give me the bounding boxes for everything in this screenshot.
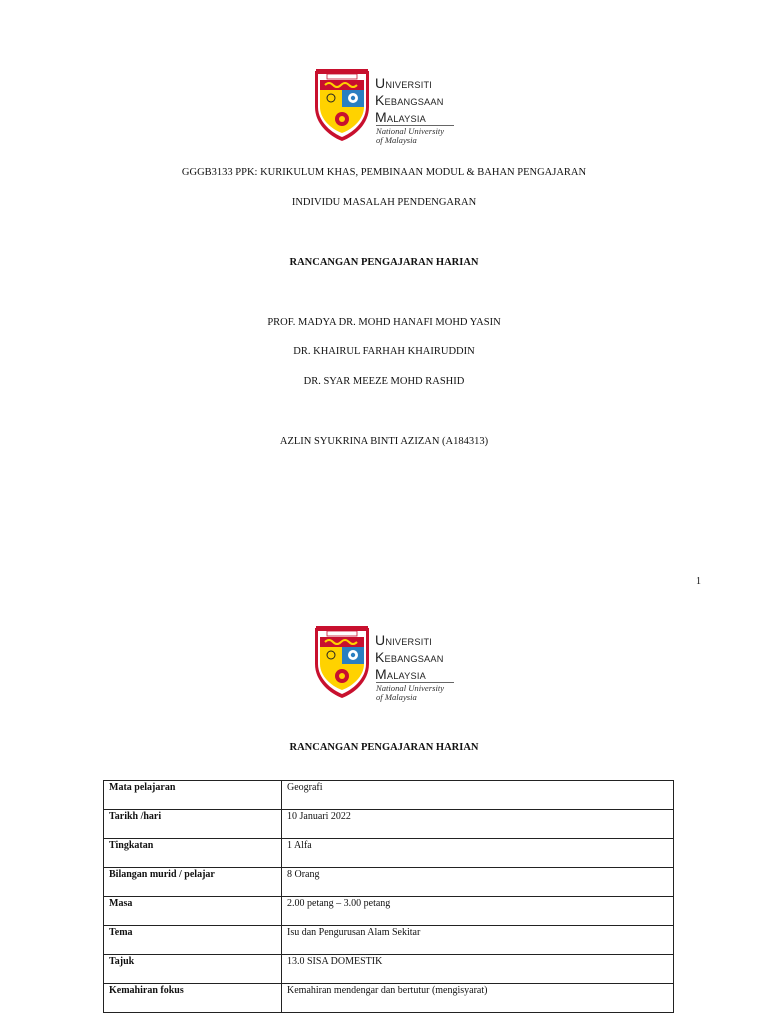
university-english-name: National University of Malaysia: [376, 126, 445, 145]
row-value: 10 Januari 2022: [282, 810, 674, 839]
student-name: AZLIN SYUKRINA BINTI AZIZAN (A184313): [279, 436, 489, 447]
ukm-logo: [313, 626, 463, 706]
page-number: 1: [696, 576, 701, 587]
table-row: [104, 868, 674, 897]
row-value: Isu dan Pengurusan Alam Sekitar: [282, 926, 674, 955]
row-label: Kemahiran fokus: [104, 984, 282, 1013]
table-row: [104, 781, 674, 810]
row-label: Tema: [104, 926, 282, 955]
ukm-crest-icon: [313, 69, 371, 143]
ukm-crest-icon: [313, 626, 371, 700]
lesson-plan-page: [0, 600, 768, 1024]
table-row: [104, 810, 674, 839]
row-label: Tarikh /hari: [104, 810, 282, 839]
plan-title: RANCANGAN PENGAJARAN HARIAN: [289, 742, 479, 753]
university-name: UNIVERSITI KEBANGSAAN MALAYSIA: [375, 632, 444, 682]
lecturer-name: DR. KHAIRUL FARHAH KHAIRUDDIN: [293, 346, 475, 357]
row-label: Tajuk: [104, 955, 282, 984]
row-label: Tingkatan: [104, 839, 282, 868]
row-value: 2.00 petang – 3.00 petang: [282, 897, 674, 926]
table-row: [104, 955, 674, 984]
lesson-plan-table: [103, 780, 674, 1013]
university-name: UNIVERSITI KEBANGSAAN MALAYSIA: [375, 75, 444, 125]
row-value: 8 Orang: [282, 868, 674, 897]
row-label: Masa: [104, 897, 282, 926]
row-value: 13.0 SISA DOMESTIK: [282, 955, 674, 984]
lecturer-name: DR. SYAR MEEZE MOHD RASHID: [303, 376, 465, 387]
row-label: Mata pelajaran: [104, 781, 282, 810]
row-value: 1 Alfa: [282, 839, 674, 868]
cover-subtitle: INDIVIDU MASALAH PENDENGARAN: [291, 197, 477, 208]
table-row: [104, 897, 674, 926]
course-title: GGGB3133 PPK: KURIKULUM KHAS, PEMBINAAN MODUL & BAHAN PENGAJARAN: [181, 167, 587, 178]
cover-title: RANCANGAN PENGAJARAN HARIAN: [289, 257, 479, 268]
lecturer-name: PROF. MADYA DR. MOHD HANAFI MOHD YASIN: [267, 317, 501, 328]
row-value: Geografi: [282, 781, 674, 810]
ukm-logo: [313, 69, 463, 149]
table-row: [104, 984, 674, 1013]
table-row: [104, 839, 674, 868]
row-label: Bilangan murid / pelajar: [104, 868, 282, 897]
table-row: [104, 926, 674, 955]
row-value: Kemahiran mendengar dan bertutur (mengisyarat): [282, 984, 674, 1013]
university-english-name: National University of Malaysia: [376, 683, 445, 702]
